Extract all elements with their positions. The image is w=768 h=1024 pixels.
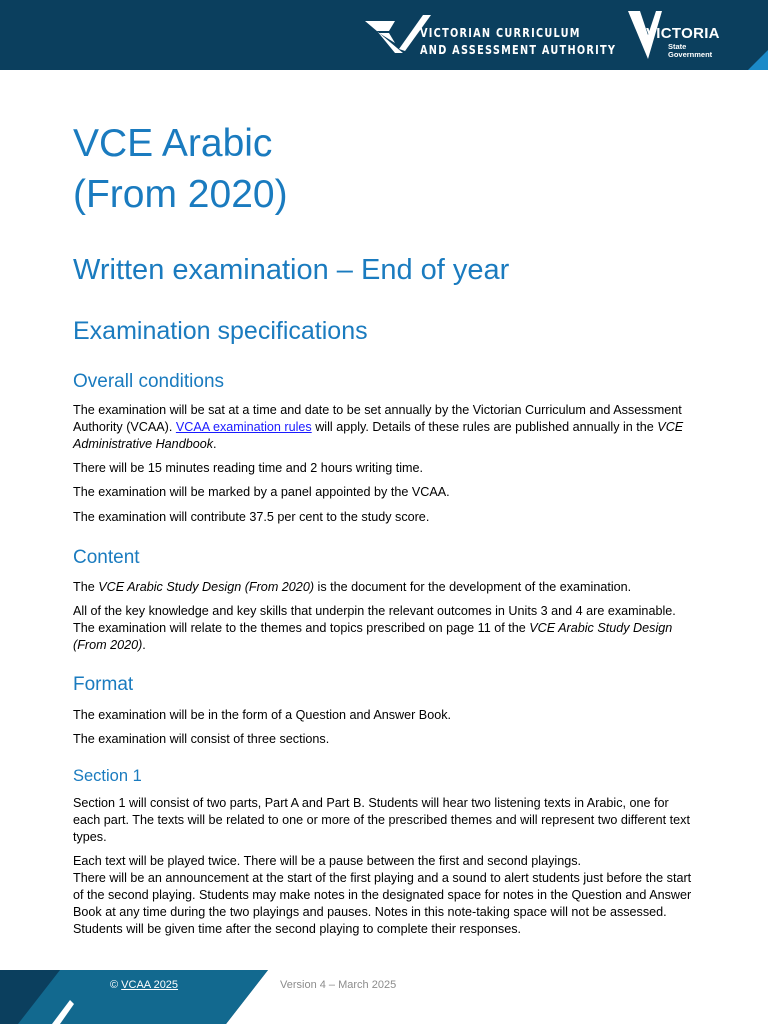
overall-conditions-heading: Overall conditions	[73, 371, 225, 392]
section-1-heading: Section 1	[73, 767, 142, 785]
footer-version: Version 4 – March 2025	[280, 979, 397, 991]
study-score-paragraph: The examination will contribute 37.5 per cent to the study score.	[73, 510, 430, 524]
state-label: State	[668, 42, 687, 51]
text-run: is the document for the development of the examination.	[314, 580, 632, 594]
footer-copyright	[110, 979, 178, 991]
government-label: Government	[668, 50, 713, 59]
text-run: .	[213, 437, 217, 451]
spec-heading: Examination specifications	[73, 317, 368, 345]
header-banner	[0, 0, 768, 70]
text-run: The examination will be sat at a time and date to be set annually by the Victorian Curriculum and Assessment Authority (VCAA).	[73, 403, 682, 434]
vcaa-examination-rules-link[interactable]: VCAA examination rules	[175, 420, 312, 434]
format-heading: Format	[73, 674, 134, 695]
text-run: All of the key knowledge and key skills that underpin the relevant outcomes in Units 3 and 4 are examinable. The examination will relate to the themes and topics prescribed on page 11 of the	[73, 604, 676, 635]
section-1-paragraph-2	[73, 853, 698, 938]
text-run: Each text will be played twice. There will be a pause between the first and second playings.	[73, 854, 582, 868]
study-design-title: VCE Arabic Study Design (From 2020)	[73, 621, 673, 652]
title-line-2: (From 2020)	[73, 173, 288, 216]
vcaa-copyright-link[interactable]: VCAA 2025	[121, 979, 179, 991]
page-title	[73, 118, 288, 220]
format-paragraph-1: The examination will be in the form of a Question and Answer Book.	[73, 708, 452, 722]
header-corner-accent	[748, 50, 768, 70]
study-design-title: VCE Arabic Study Design (From 2020)	[98, 580, 315, 594]
text-run: There will be an announcement at the start of the first playing and a sound to alert students just before the start of the second playing. Students may make notes in the designated space for notes in the Question and Answer Book at any time during the two playings and pauses. Notes in this note-taking space will not be assessed. Students will be given time after the second playing to complete their responses.	[73, 871, 692, 936]
content-heading: Content	[73, 547, 140, 568]
marking-paragraph: The examination will be marked by a panel appointed by the VCAA.	[73, 485, 450, 499]
state-government-label	[668, 43, 712, 59]
vcaa-name-line2: AND ASSESSMENT AUTHORITY	[420, 42, 617, 57]
reading-time-paragraph: There will be 15 minutes reading time and 2 hours writing time.	[73, 461, 423, 475]
page-subtitle: Written examination – End of year	[73, 254, 510, 286]
text-run: .	[142, 638, 146, 652]
vcaa-name-line1: VICTORIAN CURRICULUM	[420, 25, 581, 40]
format-paragraph-2: The examination will consist of three sections.	[73, 732, 330, 746]
handbook-title: VCE Administrative Handbook	[73, 420, 684, 451]
section-1-paragraph-1: Section 1 will consist of two parts, Part A and Part B. Students will hear two listening texts in Arabic, one for each part. The texts will be related to one or more of the prescribed themes and will represent two different text types.	[73, 796, 690, 844]
copyright-symbol: ©	[110, 979, 122, 991]
victoria-wordmark: VICTORIA	[646, 25, 720, 42]
content-paragraph-1	[73, 579, 698, 596]
content-paragraph-2	[73, 603, 698, 654]
overall-conditions-paragraph	[73, 402, 698, 453]
vcaa-name	[420, 24, 616, 58]
text-run: The	[73, 580, 99, 594]
text-run: will apply. Details of these rules are published annually in the	[311, 420, 658, 434]
title-line-1: VCE Arabic	[73, 122, 273, 165]
